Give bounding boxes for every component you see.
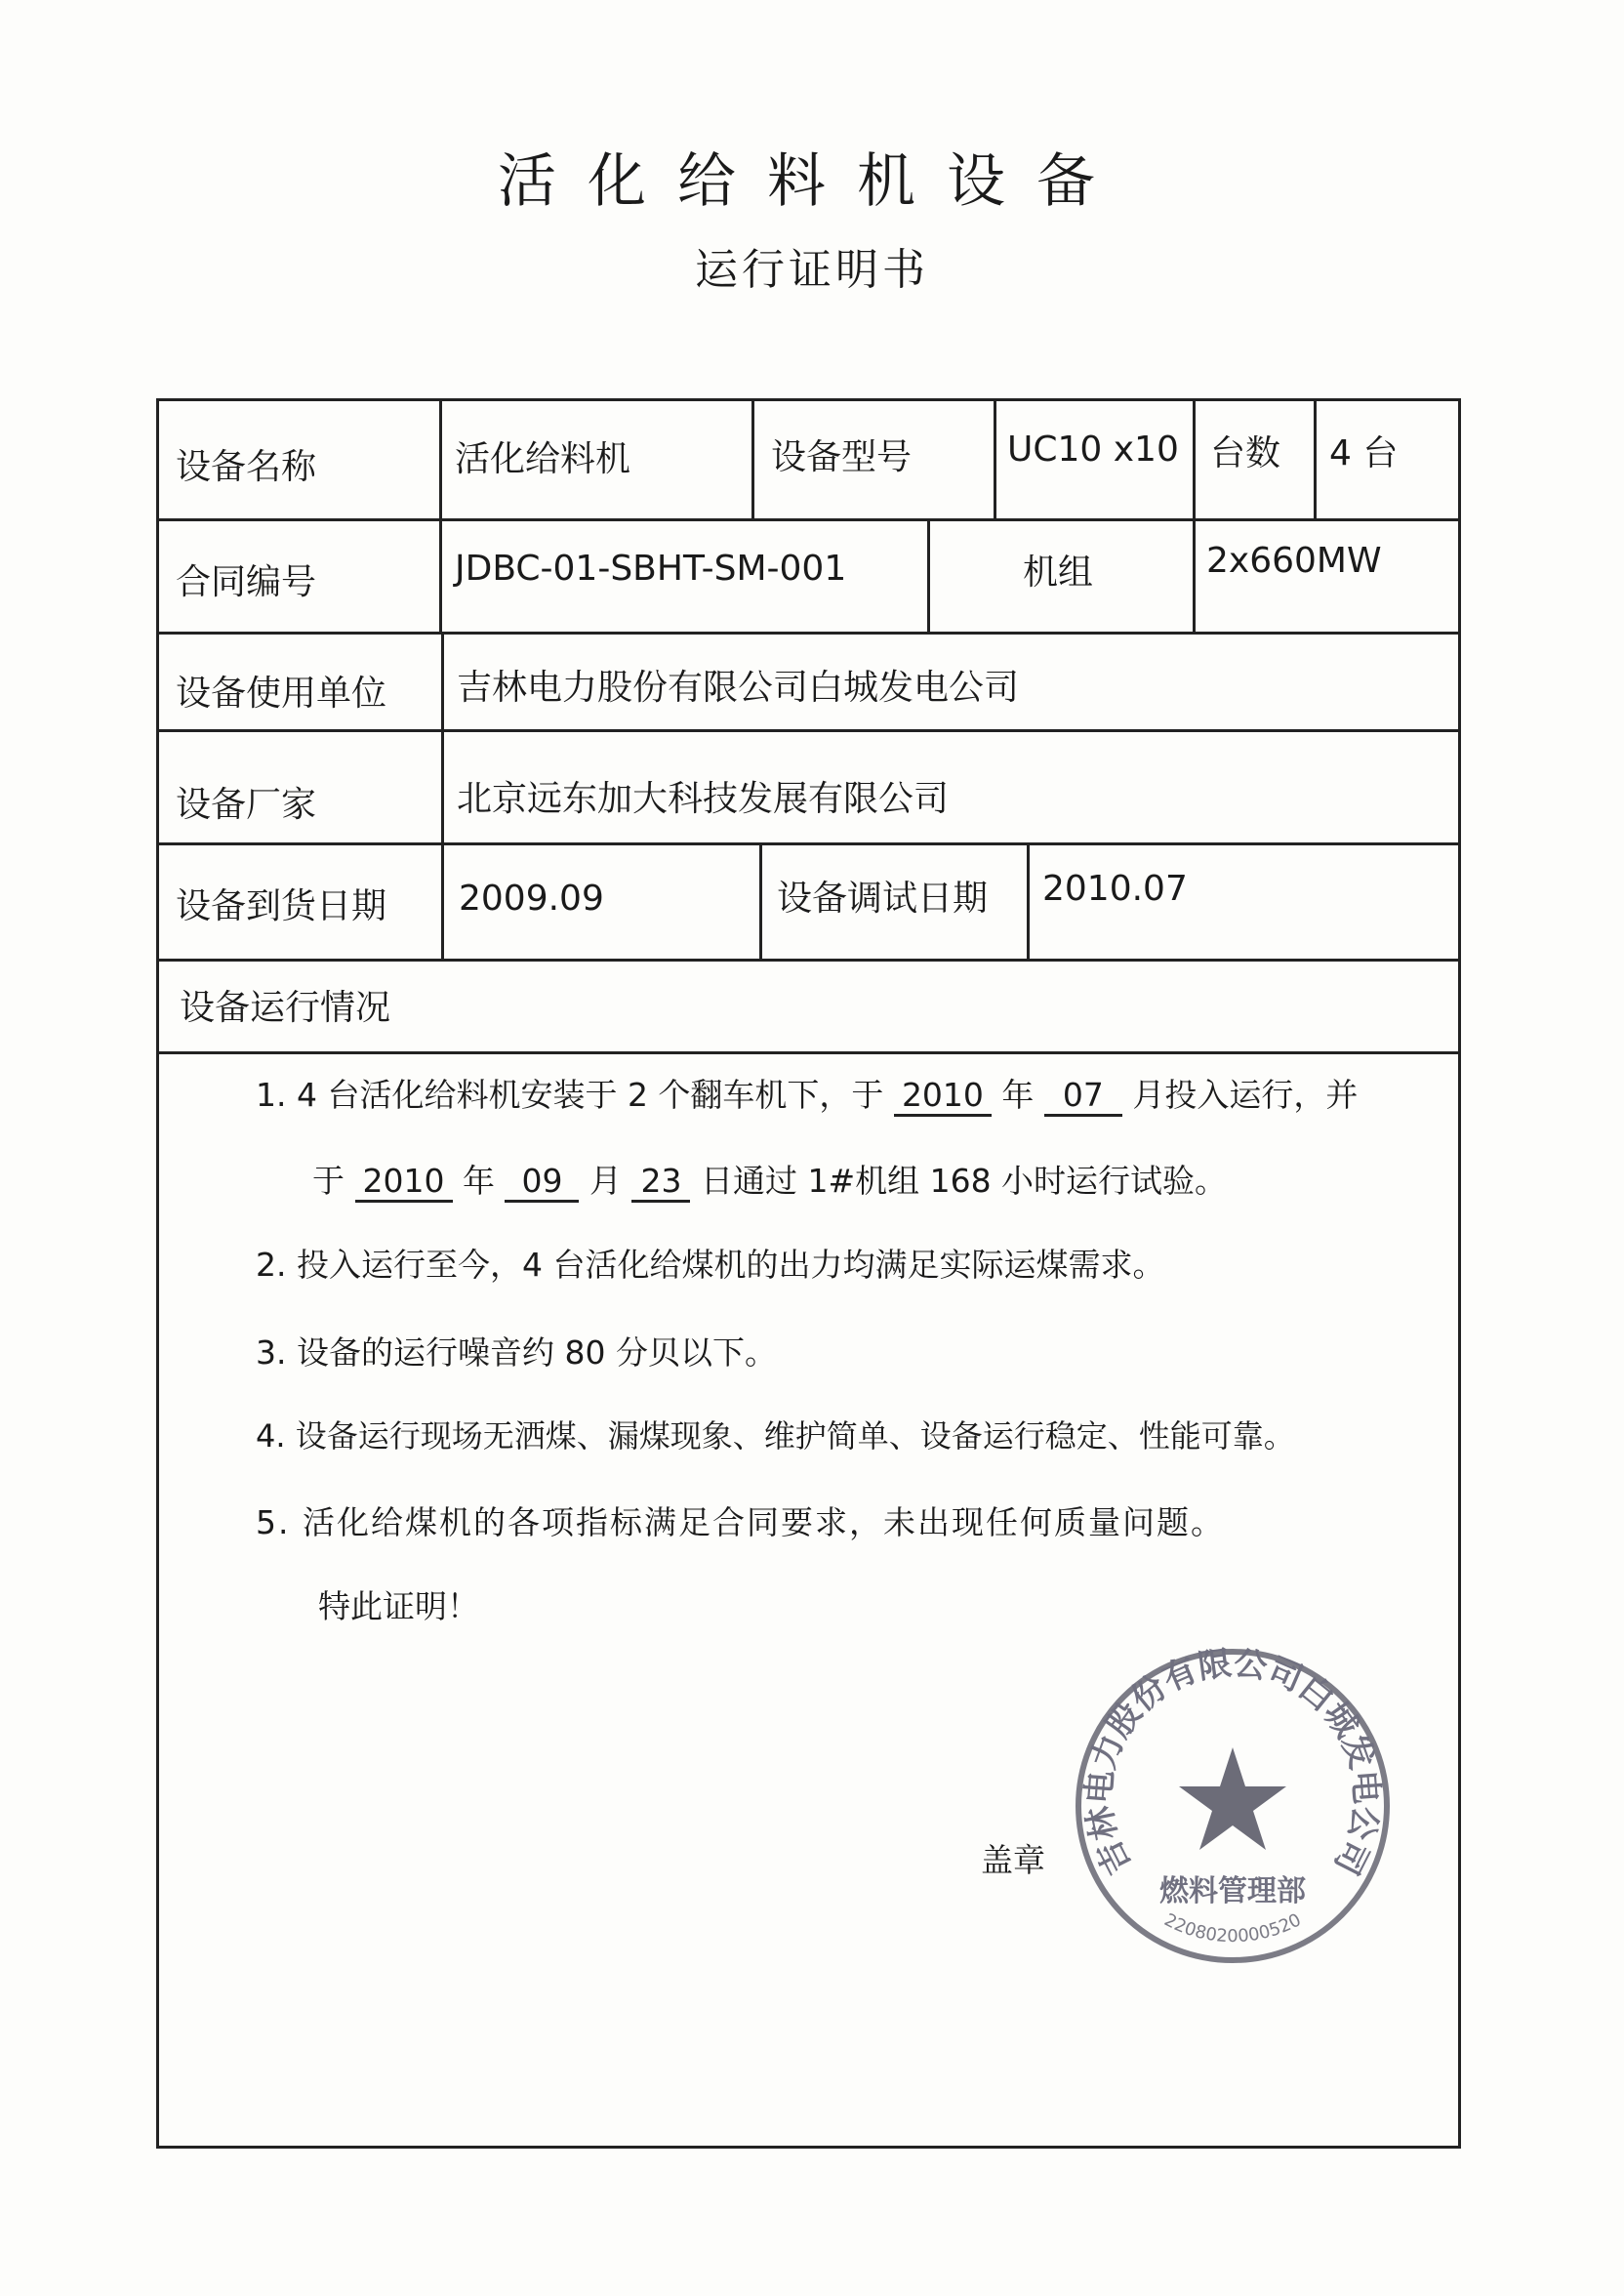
contract-no-value: JDBC-01-SBHT-SM-001 [455, 549, 847, 589]
operation-item-3: 3. 设备的运行噪音约 80 分贝以下。 [256, 1333, 777, 1372]
seal-center-text: 燃料管理部 [1159, 1874, 1306, 1908]
table-border-bottom [156, 2146, 1461, 2149]
seal-star-icon [1179, 1747, 1286, 1850]
table-row-divider [156, 518, 1461, 521]
arrival-date-label: 设备到货日期 [176, 886, 387, 926]
model-label: 设备型号 [771, 437, 913, 477]
debug-date-label: 设备调试日期 [777, 879, 989, 919]
test-month: 09 [505, 1163, 579, 1203]
unit-label: 机组 [1023, 553, 1094, 593]
official-seal [1072, 1645, 1394, 1967]
table-row-divider [156, 1051, 1461, 1054]
table-col-divider [1193, 398, 1196, 521]
table-col-divider [1193, 518, 1196, 635]
unit-value: 2x660MW [1206, 541, 1382, 581]
operation-item-5: 5. 活化给煤机的各项指标满足合同要求，未出现任何质量问题。 [256, 1503, 1225, 1541]
table-row-divider [156, 959, 1461, 962]
manufacturer-value: 北京远东加大科技发展有限公司 [457, 779, 950, 819]
document-title: 活化给料机设备 [498, 147, 1126, 216]
operation-item-1-continued: 于 2010 年 09 月 23 日通过 1#机组 168 小时运行试验。 [312, 1156, 1227, 1203]
test-year: 2010 [355, 1163, 453, 1203]
equipment-name-label: 设备名称 [176, 447, 317, 487]
table-col-divider [1314, 398, 1317, 521]
table-col-divider [759, 842, 762, 962]
closing-statement: 特此证明！ [318, 1587, 479, 1625]
table-col-divider [927, 518, 930, 635]
manufacturer-label: 设备厂家 [176, 785, 317, 825]
table-row-divider [156, 842, 1461, 845]
contract-no-label: 合同编号 [176, 562, 317, 602]
table-col-divider [1027, 842, 1030, 962]
table-row-divider [156, 729, 1461, 732]
seal-ring-text: 吉林电力股份有限公司白城发电公司 [1079, 1645, 1386, 1881]
seal-label: 盖章 [981, 1841, 1045, 1879]
operation-item-2: 2. 投入运行至今，4 台活化给煤机的出力均满足实际运煤需求。 [256, 1246, 1165, 1284]
commission-month: 07 [1044, 1077, 1122, 1117]
table-border-left [156, 398, 159, 2149]
table-col-divider [439, 398, 442, 521]
table-col-divider [441, 842, 444, 962]
seal-code: 2208020000520 [1160, 1909, 1305, 1948]
user-label: 设备使用单位 [176, 674, 387, 714]
operation-item-1: 1. 4 台活化给料机安装于 2 个翻车机下，于 2010 年 07 月投入运行，并 [256, 1070, 1358, 1117]
quantity-label: 台数 [1210, 433, 1281, 473]
debug-date-value: 2010.07 [1042, 869, 1188, 909]
user-value: 吉林电力股份有限公司白城发电公司 [457, 668, 1020, 708]
table-border-top [156, 398, 1461, 401]
document-subtitle: 运行证明书 [695, 245, 929, 295]
table-col-divider [751, 398, 754, 521]
table-col-divider [441, 632, 444, 845]
commission-year: 2010 [894, 1077, 992, 1117]
model-value: UC10 x10 [1007, 430, 1179, 470]
operation-label: 设备运行情况 [180, 988, 391, 1028]
table-col-divider [994, 398, 996, 521]
operation-item-4: 4. 设备运行现场无洒煤、漏煤现象、维护简单、设备运行稳定、性能可靠。 [256, 1417, 1295, 1455]
quantity-value: 4 台 [1329, 433, 1399, 473]
equipment-name-value: 活化给料机 [455, 439, 631, 479]
test-day: 23 [631, 1163, 690, 1203]
table-border-right [1458, 398, 1461, 2149]
table-col-divider [439, 518, 442, 635]
table-row-divider [156, 632, 1461, 635]
arrival-date-value: 2009.09 [459, 879, 604, 919]
